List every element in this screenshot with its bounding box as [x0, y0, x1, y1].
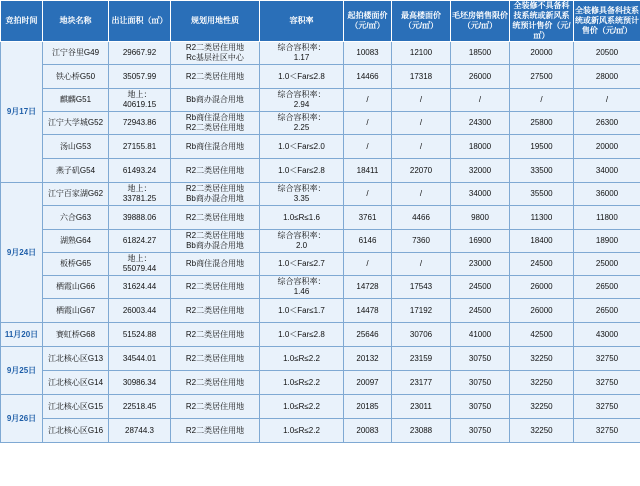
plot-name-cell: 江北核心区G16 [43, 419, 109, 443]
land-use-cell-line: R2二类居住用地 [185, 43, 245, 52]
plot-name-cell: 麒麟G51 [43, 89, 109, 112]
area-cell [109, 323, 171, 347]
full-tech-price-cell: 18900 [574, 230, 640, 253]
max-price-cell: 23011 [392, 395, 451, 419]
far-cell [260, 299, 344, 323]
area-cell-line: 34544.01 [122, 353, 157, 363]
far-cell [260, 371, 344, 395]
plot-name-cell: 铁心桥G50 [43, 65, 109, 89]
max-price-cell: 17192 [392, 299, 451, 323]
land-use-cell [171, 206, 260, 230]
land-use-cell [171, 395, 260, 419]
far-cell-line: 1.0≤R≤2.2 [283, 377, 320, 387]
no-tech-price-cell: 11300 [510, 206, 574, 230]
table-row [1, 371, 640, 395]
gross-limit-cell: 24300 [451, 112, 510, 135]
land-use-cell [171, 299, 260, 323]
start-price-cell: 18411 [344, 159, 392, 183]
table-body [1, 42, 640, 443]
gross-limit-cell: 16900 [451, 230, 510, 253]
header-use: 规划用地性质 [171, 1, 260, 42]
far-cell-line: 1.0≤R≤2.2 [283, 401, 320, 411]
header-row [1, 1, 640, 42]
no-tech-price-cell: 26000 [510, 299, 574, 323]
full-tech-price-cell: 26500 [574, 299, 640, 323]
header-max-price: 最高楼面价（元/㎡） [392, 1, 451, 42]
plot-name-cell: 江北核心区G15 [43, 395, 109, 419]
max-price-cell: 22070 [392, 159, 451, 183]
max-price-cell: / [392, 135, 451, 159]
land-use-cell-line: R2二类居住用地 [185, 212, 245, 222]
start-price-cell: 14478 [344, 299, 392, 323]
area-cell [109, 347, 171, 371]
no-tech-price-cell: 18400 [510, 230, 574, 253]
far-cell [260, 347, 344, 371]
area-cell-line: 地上： [127, 184, 152, 193]
plot-name-cell: 燕子矶G54 [43, 159, 109, 183]
far-cell-line: 1.0≤R≤1.6 [283, 212, 320, 222]
area-cell [109, 253, 171, 276]
area-cell-line: 72943.86 [122, 118, 157, 127]
table-row [1, 159, 640, 183]
far-cell [260, 419, 344, 443]
area-cell [109, 371, 171, 395]
gross-limit-cell: 24500 [451, 276, 510, 299]
no-tech-price-cell: 27500 [510, 65, 574, 89]
full-tech-price-cell: 25000 [574, 253, 640, 276]
max-price-cell: 23159 [392, 347, 451, 371]
max-price-cell: 23177 [392, 371, 451, 395]
plot-name-cell: 江宁百家湖G62 [43, 183, 109, 206]
far-cell-line: 3.35 [293, 194, 310, 203]
land-use-cell [171, 276, 260, 299]
far-cell [260, 183, 344, 206]
far-cell [260, 65, 344, 89]
header-far: 容积率 [260, 1, 344, 42]
start-price-cell: / [344, 135, 392, 159]
land-use-cell [171, 89, 260, 112]
start-price-cell: 10083 [344, 42, 392, 65]
header-full-tech-price: 全装修具备科技系统或新风系统预计售价（元/㎡） [574, 1, 640, 42]
land-use-cell-line: R2二类居住用地 [185, 282, 245, 291]
header-gross-limit: 毛坯房销售限价（元/㎡） [451, 1, 510, 42]
area-cell-line: 33781.25 [122, 194, 157, 203]
start-price-cell: 20185 [344, 395, 392, 419]
area-cell-line: 31624.44 [122, 282, 157, 291]
table-row [1, 89, 640, 112]
plot-name-cell: 栖霞山G67 [43, 299, 109, 323]
auction-date-cell: 9月17日 [1, 42, 43, 183]
far-cell [260, 230, 344, 253]
area-cell-line: 55079.44 [122, 264, 157, 273]
area-cell [109, 159, 171, 183]
area-cell [109, 419, 171, 443]
far-cell-line: 1.0＜Far≤1.7 [278, 305, 325, 315]
far-cell-line: 综合容积率： [277, 43, 326, 52]
max-price-cell: 7360 [392, 230, 451, 253]
table-row [1, 230, 640, 253]
plot-name-cell: 江宁谷里G49 [43, 42, 109, 65]
land-use-cell-line: R2二类居住用地 [185, 123, 245, 132]
max-price-cell: 17543 [392, 276, 451, 299]
plot-name-cell: 江北核心区G13 [43, 347, 109, 371]
area-cell [109, 299, 171, 323]
land-use-cell-line: Bb商办混合用地 [186, 194, 244, 203]
header-start-price: 起拍楼面价（元/㎡） [344, 1, 392, 42]
header-date: 竞拍时间 [1, 1, 43, 42]
area-cell-line: 26003.44 [122, 305, 157, 315]
area-cell [109, 65, 171, 89]
area-cell [109, 230, 171, 253]
area-cell-line: 地上： [127, 254, 152, 263]
far-cell-line: 1.0＜Far≤2.8 [278, 165, 325, 175]
area-cell [109, 135, 171, 159]
area-cell [109, 112, 171, 135]
area-cell [109, 395, 171, 419]
table-row [1, 112, 640, 135]
far-cell [260, 42, 344, 65]
table-row [1, 253, 640, 276]
land-use-cell-line: R2二类居住用地 [185, 329, 245, 339]
area-cell-line: 40619.15 [122, 100, 157, 109]
area-cell-line: 35057.99 [122, 71, 157, 81]
far-cell-line: 1.0＜Far≤2.7 [278, 259, 325, 268]
full-tech-price-cell: 26500 [574, 276, 640, 299]
full-tech-price-cell: 28000 [574, 65, 640, 89]
plot-name-cell: 六合G63 [43, 206, 109, 230]
area-cell-line: 22518.45 [122, 401, 157, 411]
far-cell-line: 综合容积率： [277, 231, 326, 240]
start-price-cell: / [344, 112, 392, 135]
far-cell-line: 1.0≤R≤2.2 [283, 353, 320, 363]
table-row [1, 183, 640, 206]
far-cell [260, 89, 344, 112]
no-tech-price-cell: 35500 [510, 183, 574, 206]
start-price-cell: 20083 [344, 419, 392, 443]
gross-limit-cell: 9800 [451, 206, 510, 230]
land-use-cell [171, 347, 260, 371]
max-price-cell: / [392, 253, 451, 276]
land-use-cell [171, 183, 260, 206]
full-tech-price-cell: 32750 [574, 347, 640, 371]
no-tech-price-cell: 20000 [510, 42, 574, 65]
no-tech-price-cell: 42500 [510, 323, 574, 347]
max-price-cell: / [392, 112, 451, 135]
far-cell-line: 2.94 [293, 100, 310, 109]
far-cell-line: 综合容积率： [277, 113, 326, 122]
plot-name-cell: 江北核心区G14 [43, 371, 109, 395]
start-price-cell: / [344, 89, 392, 112]
area-cell [109, 276, 171, 299]
table-row [1, 65, 640, 89]
full-tech-price-cell: 32750 [574, 395, 640, 419]
land-use-cell-line: R2二类居住用地 [185, 305, 245, 315]
full-tech-price-cell: / [574, 89, 640, 112]
gross-limit-cell: 26000 [451, 65, 510, 89]
land-use-cell-line: Rb商住混合用地 [185, 141, 245, 151]
start-price-cell: 25646 [344, 323, 392, 347]
far-cell-line: 2.0 [295, 241, 308, 250]
auction-date-cell: 9月24日 [1, 183, 43, 323]
gross-limit-cell: 41000 [451, 323, 510, 347]
table-row [1, 395, 640, 419]
land-use-cell [171, 135, 260, 159]
start-price-cell: 20132 [344, 347, 392, 371]
header-name: 地块名称 [43, 1, 109, 42]
land-use-cell-line: Rb商住混合用地 [185, 259, 245, 268]
full-tech-price-cell: 20500 [574, 42, 640, 65]
far-cell-line: 1.0≤R≤2.2 [283, 425, 320, 435]
far-cell-line: 1.0＜Far≤2.0 [278, 141, 325, 151]
header-no-tech-price: 全装修不具备科技系统或新风系统预计售价（元/㎡） [510, 1, 574, 42]
full-tech-price-cell: 20000 [574, 135, 640, 159]
far-cell-line: 1.17 [293, 53, 310, 62]
plot-name-cell: 栖霞山G66 [43, 276, 109, 299]
land-use-cell [171, 323, 260, 347]
max-price-cell: 23088 [392, 419, 451, 443]
full-tech-price-cell: 32750 [574, 371, 640, 395]
land-use-cell [171, 159, 260, 183]
no-tech-price-cell: 32250 [510, 419, 574, 443]
land-use-cell-line: R2二类居住用地 [185, 401, 245, 411]
no-tech-price-cell: 32250 [510, 371, 574, 395]
no-tech-price-cell: 24500 [510, 253, 574, 276]
gross-limit-cell: 23000 [451, 253, 510, 276]
far-cell-line: 综合容积率： [277, 90, 326, 99]
gross-limit-cell: 30750 [451, 347, 510, 371]
plot-name-cell: 赛虹桥G68 [43, 323, 109, 347]
area-cell-line: 51524.88 [122, 329, 157, 339]
max-price-cell: 4466 [392, 206, 451, 230]
land-use-cell [171, 112, 260, 135]
area-cell [109, 89, 171, 112]
land-use-cell-line: R2二类居住用地 [185, 184, 245, 193]
gross-limit-cell: 30750 [451, 395, 510, 419]
land-use-cell [171, 253, 260, 276]
land-use-cell-line: Rc基层社区中心 [186, 53, 244, 62]
start-price-cell: 20097 [344, 371, 392, 395]
gross-limit-cell: 30750 [451, 371, 510, 395]
no-tech-price-cell: 25800 [510, 112, 574, 135]
land-use-cell [171, 419, 260, 443]
land-use-cell-line: Bb商办混合用地 [186, 241, 244, 250]
table-row [1, 206, 640, 230]
auction-date-cell: 9月26日 [1, 395, 43, 443]
start-price-cell: 6146 [344, 230, 392, 253]
far-cell [260, 276, 344, 299]
far-cell [260, 253, 344, 276]
gross-limit-cell: 24500 [451, 299, 510, 323]
far-cell [260, 135, 344, 159]
land-use-cell-line: R2二类居住用地 [185, 231, 245, 240]
area-cell-line: 61824.27 [122, 236, 157, 245]
land-use-cell-line: R2二类居住用地 [185, 71, 245, 81]
max-price-cell: / [392, 89, 451, 112]
full-tech-price-cell: 26300 [574, 112, 640, 135]
full-tech-price-cell: 36000 [574, 183, 640, 206]
area-cell-line: 28744.3 [125, 425, 154, 435]
land-use-cell [171, 42, 260, 65]
area-cell-line: 39888.06 [122, 212, 157, 222]
far-cell-line: 综合容积率： [277, 277, 326, 286]
max-price-cell: 17318 [392, 65, 451, 89]
gross-limit-cell: 34000 [451, 183, 510, 206]
area-cell-line: 27155.81 [122, 141, 157, 151]
max-price-cell: 30706 [392, 323, 451, 347]
plot-name-cell: 湖熟G64 [43, 230, 109, 253]
table-header [1, 1, 640, 42]
gross-limit-cell: / [451, 89, 510, 112]
no-tech-price-cell: 26000 [510, 276, 574, 299]
table-row [1, 323, 640, 347]
plot-name-cell: 江宁大学城G52 [43, 112, 109, 135]
far-cell-line: 综合容积率： [277, 184, 326, 193]
gross-limit-cell: 18000 [451, 135, 510, 159]
table-row [1, 135, 640, 159]
far-cell-line: 1.0＜Far≤2.8 [278, 329, 325, 339]
land-use-cell [171, 371, 260, 395]
no-tech-price-cell: / [510, 89, 574, 112]
gross-limit-cell: 32000 [451, 159, 510, 183]
no-tech-price-cell: 32250 [510, 395, 574, 419]
area-cell-line: 29667.92 [122, 48, 157, 57]
area-cell-line: 61493.24 [122, 165, 157, 175]
auction-date-cell: 9月25日 [1, 347, 43, 395]
max-price-cell: 12100 [392, 42, 451, 65]
start-price-cell: 3761 [344, 206, 392, 230]
plot-name-cell: 汤山G53 [43, 135, 109, 159]
no-tech-price-cell: 19500 [510, 135, 574, 159]
far-cell [260, 159, 344, 183]
far-cell-line: 1.46 [293, 287, 310, 296]
full-tech-price-cell: 34000 [574, 159, 640, 183]
area-cell [109, 42, 171, 65]
start-price-cell: / [344, 253, 392, 276]
far-cell [260, 206, 344, 230]
plot-name-cell: 板桥G65 [43, 253, 109, 276]
table-row [1, 299, 640, 323]
far-cell [260, 323, 344, 347]
max-price-cell: / [392, 183, 451, 206]
land-use-cell-line: Rb商住混合用地 [185, 113, 245, 122]
far-cell [260, 112, 344, 135]
no-tech-price-cell: 32250 [510, 347, 574, 371]
far-cell-line: 1.0＜Far≤2.8 [278, 71, 325, 81]
no-tech-price-cell: 33500 [510, 159, 574, 183]
far-cell [260, 395, 344, 419]
start-price-cell: 14728 [344, 276, 392, 299]
full-tech-price-cell: 11800 [574, 206, 640, 230]
start-price-cell: 14466 [344, 65, 392, 89]
table-row [1, 276, 640, 299]
area-cell [109, 183, 171, 206]
area-cell-line: 地上： [127, 90, 152, 99]
full-tech-price-cell: 43000 [574, 323, 640, 347]
land-use-cell [171, 230, 260, 253]
far-cell-line: 2.25 [293, 123, 310, 132]
full-tech-price-cell: 32750 [574, 419, 640, 443]
land-use-cell-line: R2二类居住用地 [185, 165, 245, 175]
gross-limit-cell: 30750 [451, 419, 510, 443]
start-price-cell: / [344, 183, 392, 206]
area-cell-line: 30986.34 [122, 377, 157, 387]
land-use-cell-line: R2二类居住用地 [185, 353, 245, 363]
land-use-cell [171, 65, 260, 89]
table-row [1, 42, 640, 65]
gross-limit-cell: 18500 [451, 42, 510, 65]
table-row [1, 419, 640, 443]
header-area: 出让面积（㎡） [109, 1, 171, 42]
area-cell [109, 206, 171, 230]
table-row [1, 347, 640, 371]
auction-date-cell: 11月20日 [1, 323, 43, 347]
land-use-cell-line: Bb商办混合用地 [186, 95, 244, 104]
land-use-cell-line: R2二类居住用地 [185, 377, 245, 387]
land-use-cell-line: R2二类居住用地 [185, 425, 245, 435]
